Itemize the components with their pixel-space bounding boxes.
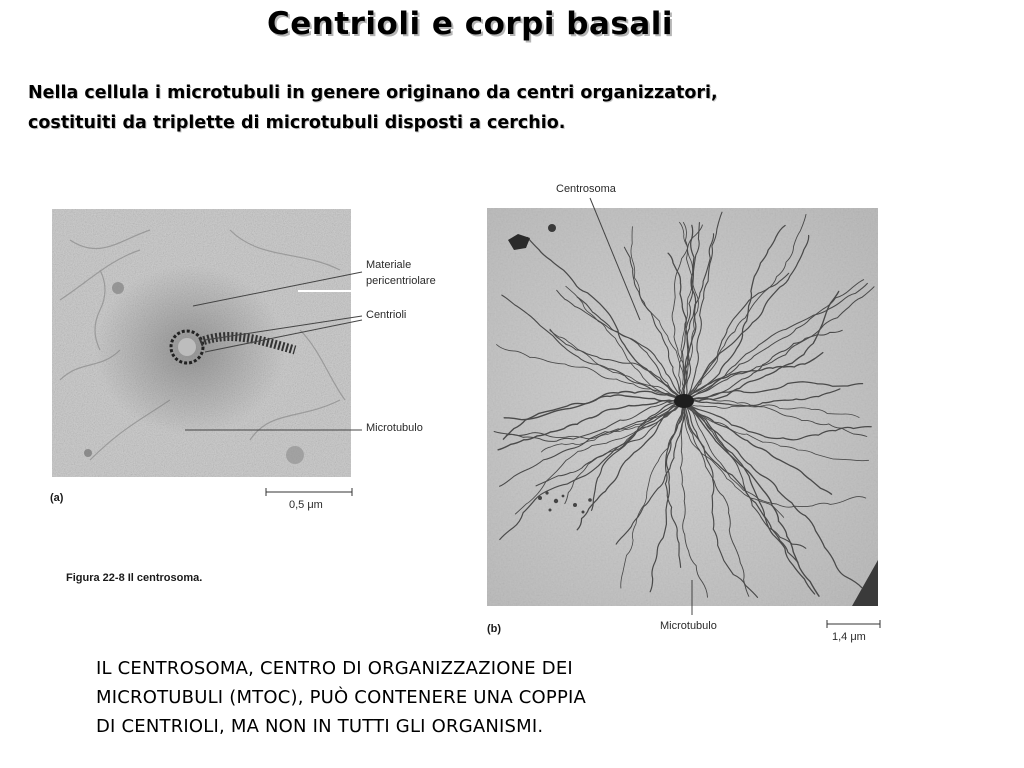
caption-line-1: IL CENTROSOMA, CENTRO DI ORGANIZZAZIONE DEI xyxy=(96,658,573,679)
caption-line-3: DI CENTRIOLI, MA NON IN TUTTI GLI ORGANISMI. xyxy=(96,716,544,737)
scale-bar-b xyxy=(827,620,880,628)
panel-label-b: (b) xyxy=(487,623,502,635)
label-centrosome: Centrosoma xyxy=(556,183,616,195)
label-pcm-1: Materiale xyxy=(366,259,412,271)
label-microtubule-a: Microtubulo xyxy=(366,422,423,434)
panel-label-a: (a) xyxy=(50,492,64,504)
caption-line-2: MICROTUBULI (MTOC), PUÒ CONTENERE UNA COPPIA xyxy=(96,687,587,708)
intro-line-1: Nella cellula i microtubuli in genere originano da centri organizzatori, xyxy=(28,83,718,103)
scale-bar-a-label: 0,5 μm xyxy=(289,499,323,511)
micrograph-a xyxy=(52,209,352,477)
label-pcm-2: pericentriolare xyxy=(366,275,436,287)
scale-bar-b-label: 1,4 μm xyxy=(832,631,866,643)
label-microtubule-b: Microtubulo xyxy=(660,620,717,632)
label-centrioles: Centrioli xyxy=(366,309,407,321)
body-caption xyxy=(96,654,826,741)
slide-title: Centrioli e corpi basali xyxy=(266,6,674,42)
micrograph-b xyxy=(487,208,878,606)
figure-caption: Figura 22-8 Il centrosoma. xyxy=(66,572,203,584)
centrosome-body xyxy=(674,394,694,408)
intro-line-2: costituiti da triplette di microtubuli disposti a cerchio. xyxy=(28,113,566,133)
scale-bar-a xyxy=(266,488,352,496)
